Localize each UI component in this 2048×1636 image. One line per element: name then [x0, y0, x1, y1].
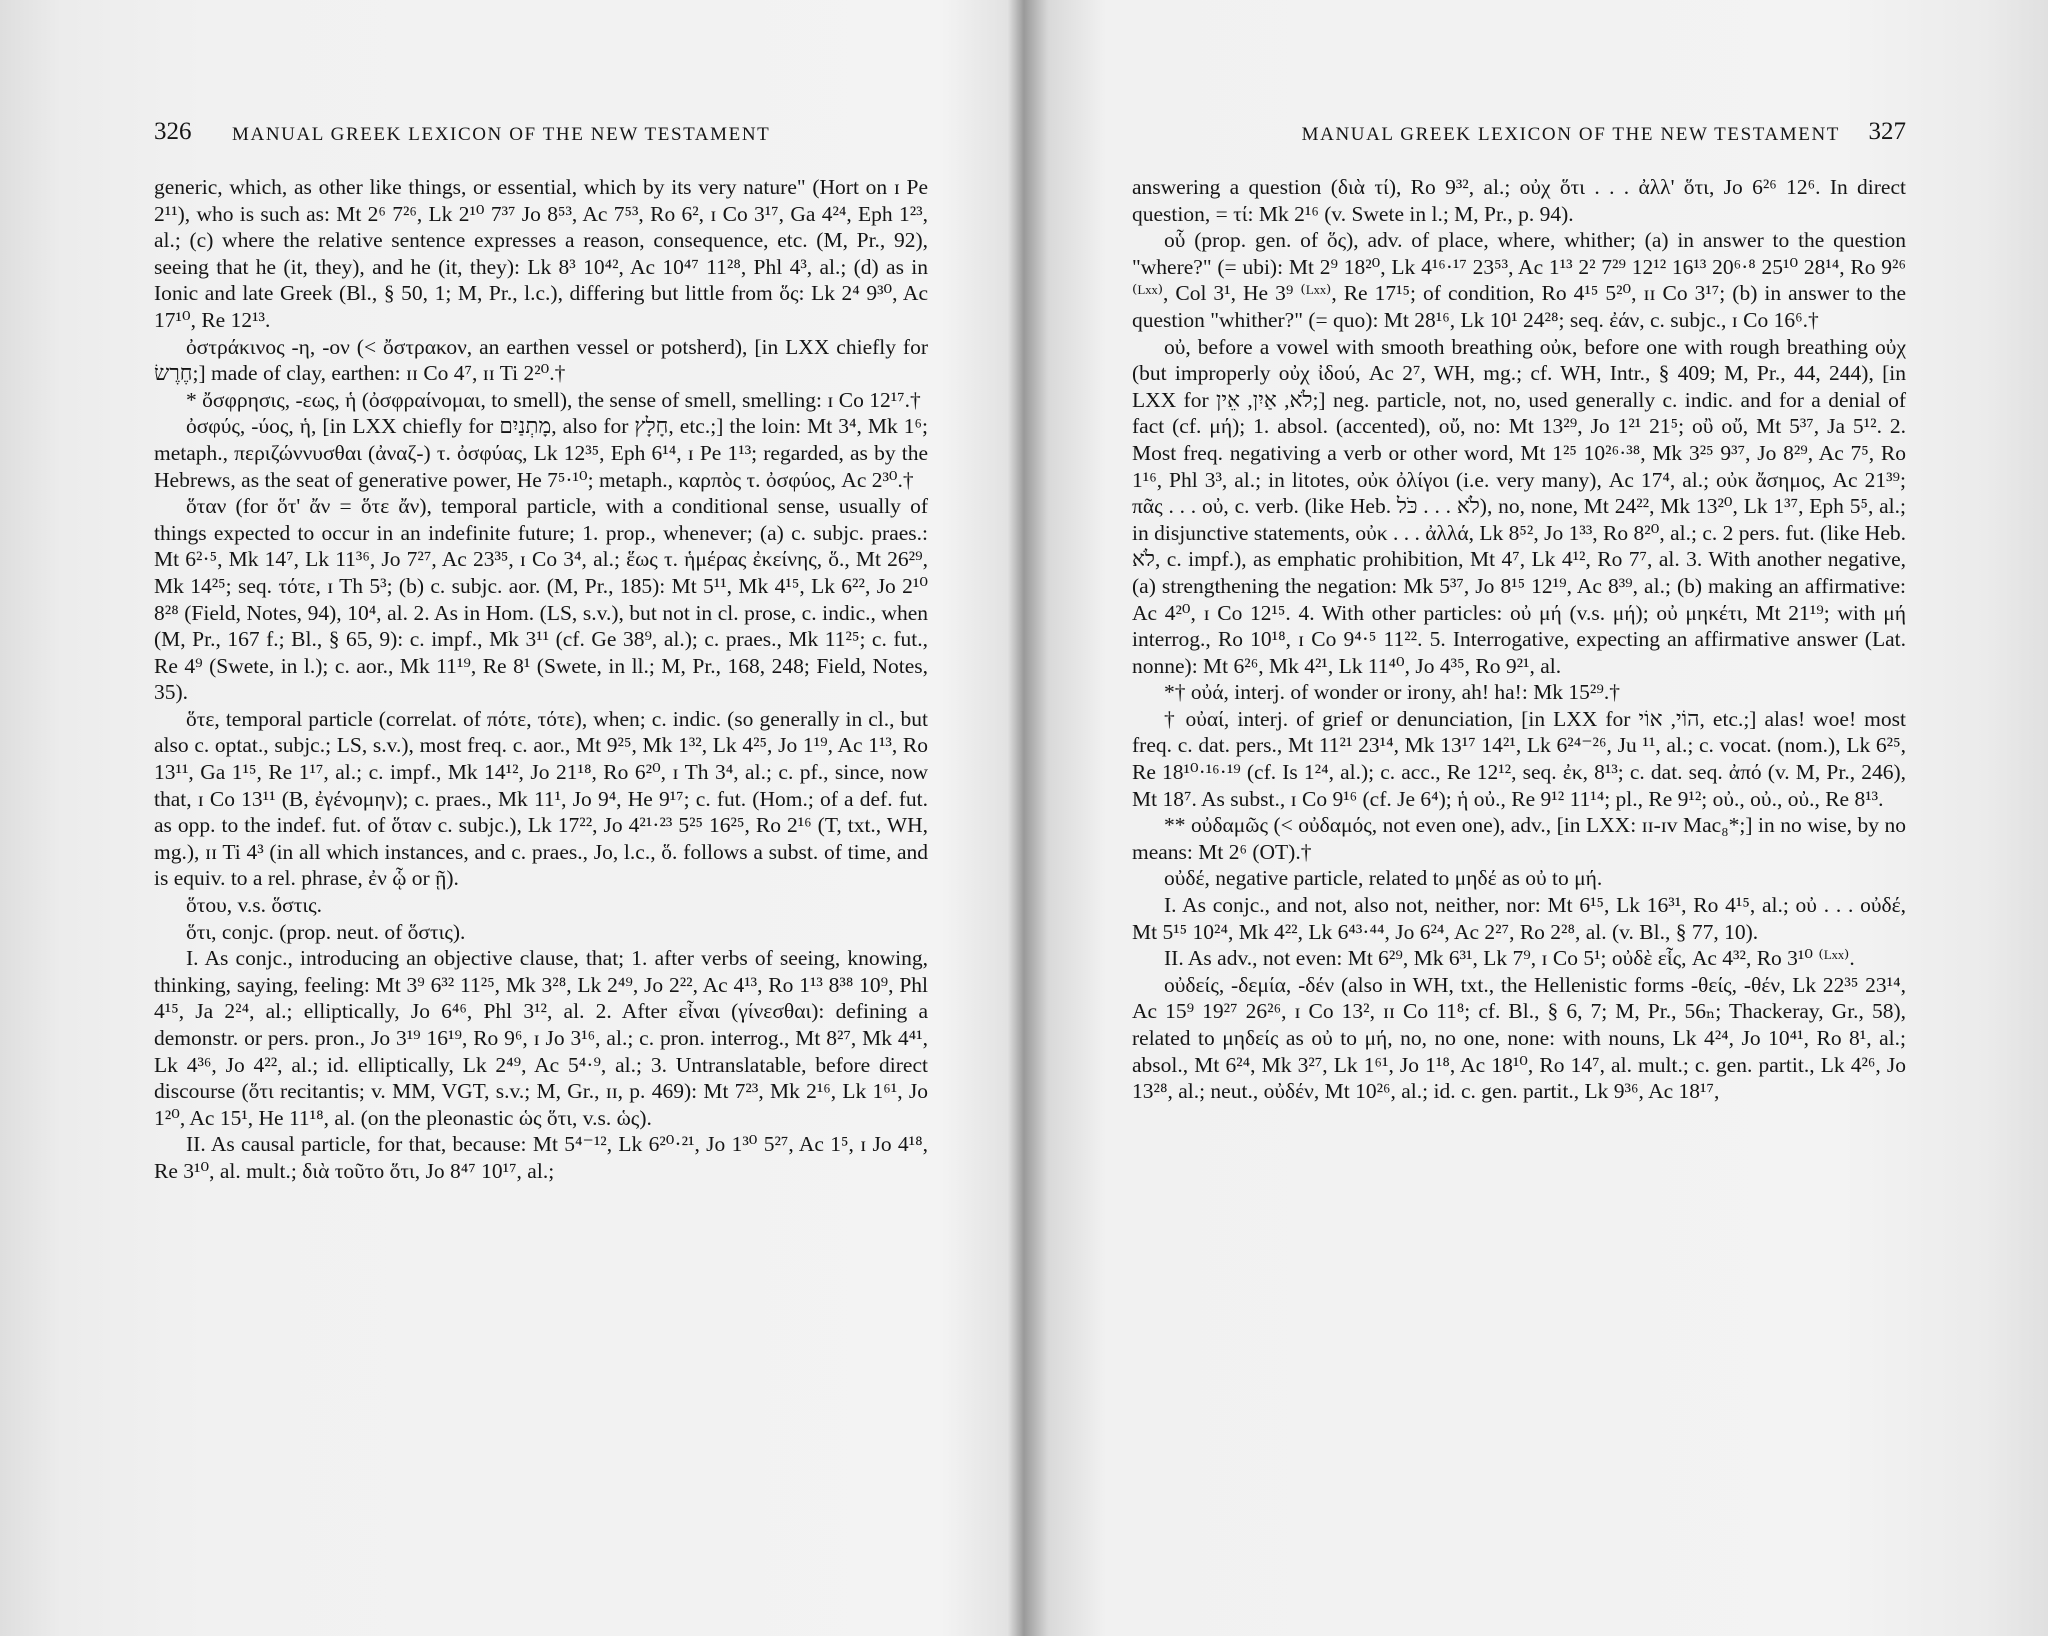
- lexicon-entry: ** οὐδαμῶς (< οὐδαμός, not even one), adv., [in LXX: ɪɪ-ɪᴠ Mac₈*;] in no wise, by no means: Mt 2⁶ (OT).†: [1132, 813, 1906, 864]
- lexicon-entry: ὀσφύς, -ύος, ἡ, [in LXX chiefly for מָתְנַיִם, also for חָלָץ, etc.;] the loin: Mt 3⁴, Mk 1⁶; metaph., περιζώννυσθαι (ἀναζ-) τ. ὀσφύας, Lk 12³⁵, Eph 6¹⁴, ɪ Pe 1¹³; regarded, as by the Hebrews, as the seat of generative power, He 7⁵·¹⁰; metaph., καρπὸς τ. ὀσφύος, Ac 2³⁰.†: [154, 414, 928, 492]
- lexicon-paragraph: generic, which, as other like things, or essential, which by its very nature" (Hort on ɪ Pe 2¹¹), who is such as: Mt 2⁶ 7²⁶, Lk 2¹⁰ 7³⁷ Jo 8⁵³, Ac 7⁵³, Ro 6², ɪ Co 3¹⁷, Ga 4²⁴, Eph 1²³, al.; (c) where the relative sentence expresses a reason, consequence, etc. (M, Pr., 92), seeing that he (it, they), and he (it, they): Lk 8³ 10⁴², Ac 10⁴⁷ 11²⁸, Phl 4³, al.; (d) as in Ionic and late Greek (Bl., § 50, 1; M, Pr., l.c.), differing but little from ὅς: Lk 2⁴ 9³⁰, Ac 17¹⁰, Re 12¹³.: [154, 175, 928, 332]
- running-head-title: MANUAL GREEK LEXICON OF THE NEW TESTAMENT: [1301, 124, 1840, 145]
- lexicon-entry: οὐδέ, negative particle, related to μηδέ as οὐ to μή.: [1164, 866, 1603, 891]
- lexicon-paragraph: answering a question (διὰ τί), Ro 9³², al.; οὐχ ὅτι . . . ἀλλ' ὅτι, Jo 6²⁶ 12⁶. In direct question, = τί: Mk 2¹⁶ (v. Swete in l.; M, Pr., p. 94).: [1132, 175, 1906, 226]
- lexicon-entry: I. As conjc., and not, also not, neither, nor: Mt 6¹⁵, Lk 16³¹, Ro 4¹⁵, al.; οὐ . . . οὐδέ, Mt 5¹⁵ 10²⁴, Mk 4²², Lk 6⁴³·⁴⁴, Jo 6²⁴, Ac 2²⁷, Ro 2²⁸, al. (v. Bl., § 77, 10).: [1132, 893, 1906, 944]
- lexicon-entry: οὐδείς, -δεμία, -δέν (also in WH, txt., the Hellenistic forms -θείς, -θέν, Lk 22³⁵ 23¹⁴, Ac 15⁹ 19²⁷ 26²⁶, ɪ Co 13², ɪɪ Co 11⁸; cf. Bl., § 6, 7; M, Pr., 56ₙ; Thackeray, Gr., 58), related to μηδείς as οὐ to μή, no, no one, none: with nouns, Lk 4²⁴, Jo 10⁴¹, Ro 8¹, al.; absol., Mt 6²⁴, Mk 3²⁷, Lk 1⁶¹, Jo 1¹⁸, Ac 18¹⁰, Ro 14⁷, al. mult.; c. gen. partit., Lk 4²⁶, Jo 13²⁸, al.; neut., οὐδέν, Mt 10²⁶, al.; id. c. gen. partit., Lk 9³⁶, Ac 18¹⁷,: [1132, 972, 1906, 1104]
- running-head: [150, 118, 928, 156]
- page-number: 327: [1868, 118, 1906, 145]
- left-page: [150, 0, 928, 1636]
- lexicon-text-column: [1132, 174, 1906, 1105]
- lexicon-entry: I. As conjc., introducing an objective clause, that; 1. after verbs of seeing, knowing, thinking, saying, feeling: Mt 3⁹ 6³² 11²⁵, Mk 3²⁸, Lk 2⁴⁹, Jo 2²², Ac 4¹³, Ro 1¹³ 8³⁸ 10⁹, Phl 4¹⁵, Ja 2²⁴, al.; elliptically, Jo 6⁴⁶, Phl 3¹², al. 2. After εἶναι (γίνεσθαι): defining a demonstr. or pers. pron., Jo 3¹⁹ 16¹⁹, Ro 9⁶, ɪ Jo 3¹⁶, al.; c. pron. interrog., Mt 8²⁷, Mk 4⁴¹, Lk 4³⁶, Jo 4²², al.; id. elliptically, Lk 2⁴⁹, Ac 5⁴·⁹, al.; 3. Untranslatable, before direct discourse (ὅτι recitantis; v. MM, VGT, s.v.; M, Gr., ɪɪ, p. 469): Mt 7²³, Mk 2¹⁶, Lk 1⁶¹, Jo 1²⁰, Ac 15¹, He 11¹⁸, al. (on the pleonastic ὡς ὅτι, v.s. ὡς).: [154, 946, 928, 1130]
- lexicon-entry: οὗ (prop. gen. of ὅς), adv. of place, where, whither; (a) in answer to the question "where?" (= ubi): Mt 2⁹ 18²⁰, Lk 4¹⁶·¹⁷ 23⁵³, Ac 1¹³ 2² 7²⁹ 12¹² 16¹³ 20⁶·⁸ 25¹⁰ 28¹⁴, Ro 9²⁶ ⁽ᴸˣˣ⁾, Col 3¹, He 3⁹ ⁽ᴸˣˣ⁾, Re 17¹⁵; of condition, Ro 4¹⁵ 5²⁰, ɪɪ Co 3¹⁷; (b) in answer to the question "whither?" (= quo): Mt 28¹⁶, Lk 10¹ 24²⁸; seq. ἐάν, c. subjc., ɪ Co 16⁶.†: [1132, 228, 1906, 332]
- running-head: [1128, 118, 1906, 156]
- lexicon-entry: ὅτε, temporal particle (correlat. of πότε, τότε), when; c. indic. (so generally in cl., but also c. optat., subjc.; LS, s.v.), most freq. c. aor., Mt 9²⁵, Mk 1³², Lk 4²⁵, Jo 1¹⁹, Ac 1¹³, Ro 13¹¹, Ga 1¹⁵, Re 1¹⁷, al.; c. impf., Mk 14¹², Jo 21¹⁸, Ro 6²⁰, ɪ Th 3⁴, al.; c. pf., since, now that, ɪ Co 13¹¹ (B, ἐγένομην); c. praes., Mk 11¹, Jo 9⁴, He 9¹⁷; c. fut. (Hom.; of a def. fut. as opp. to the indef. fut. of ὅταν c. subjc.), Lk 17²², Jo 4²¹·²³ 5²⁵ 16²⁵, Ro 2¹⁶ (T, txt., WH, mg.), ɪɪ Ti 4³ (in all which instances, and c. praes., Jo, l.c., ὅ. follows a subst. of time, and is equiv. to a rel. phrase, ἐν ᾧ or ῇ).: [154, 706, 928, 891]
- lexicon-text-column: [154, 174, 928, 1185]
- lexicon-entry: *† οὐά, interj. of wonder or irony, ah! ha!: Mk 15²⁹.†: [1164, 680, 1621, 705]
- lexicon-entry: * ὄσφρησις, -εως, ἡ (ὀσφραίνομαι, to smell), the sense of smell, smelling: ɪ Co 12¹⁷.†: [186, 387, 921, 412]
- lexicon-entry: οὐ, before a vowel with smooth breathing οὐκ, before one with rough breathing οὐχ (but improperly οὐχ ἰδού, Ac 2⁷, WH, mg.; cf. WH, Intr., § 409; M, Pr., 44, 244), [in LXX for לֹא, אַיִן, אֵין;] neg. particle, not, no, used generally c. indic. and for a denial of fact (cf. μή); 1. absol. (accented), οὔ, no: Mt 13²⁹, Jo 1²¹ 21⁵; οὒ οὔ, Mt 5³⁷, Ja 5¹². 2. Most freq. negativing a verb or other word, Mt 1²⁵ 10²⁶·³⁸, Mk 3²⁵ 9³⁷, Jo 8²⁹, Ac 7⁵, Ro 1¹⁶, Phl 3³, al.; in litotes, οὐκ ὀλίγοι (i.e. very many), Ac 17⁴, al.; οὐκ ἄσημος, Ac 21³⁹; πᾶς . . . οὐ, c. verb. (like Heb. לֹא . . . כֹּל), no, none, Mt 24²², Mk 13²⁰, Lk 1³⁷, Eph 5⁵, al.; in disjunctive statements, οὐκ . . . ἀλλά, Lk 8⁵², Jo 1³³, Ro 8²⁰, al.; c. 2 pers. fut. (like Heb. לֹא, c. impf.), as emphatic prohibition, Mt 4⁷, Lk 4¹², Ro 7⁷, al. 3. With another negative, (a) strengthening the negation: Mk 5³⁷, Jo 8¹⁵ 12¹⁹, Ac 8³⁹, al.; (b) making an affirmative: Ac 4²⁰, ɪ Co 12¹⁵. 4. With other particles: οὐ μή (v.s. μή); οὐ μηκέτι, Mt 21¹⁹; with μή interrog., Ro 10¹⁸, ɪ Co 9⁴·⁵ 11²². 5. Interrogative, expecting an affirmative answer (Lat. nonne): Mt 6²⁶, Mk 4²¹, Lk 11⁴⁰, Jo 4³⁵, Ro 9²¹, al.: [1132, 334, 1906, 678]
- running-head-title: MANUAL GREEK LEXICON OF THE NEW TESTAMENT: [232, 124, 771, 145]
- lexicon-entry: ὅτι, conjc. (prop. neut. of ὅστις).: [186, 919, 466, 944]
- lexicon-entry: ὅταν (for ὅτ' ἄν = ὅτε ἄν), temporal particle, with a conditional sense, usually of things expected to occur in an indefinite future; 1. prop., whenever; (a) c. subjc. praes.: Mt 6²·⁵, Mk 14⁷, Lk 11³⁶, Jo 7²⁷, Ac 23³⁵, ɪ Co 3⁴, al.; ἕως τ. ἡμέρας ἐκείνης, ὅ., Mt 26²⁹, Mk 14²⁵; seq. τότε, ɪ Th 5³; (b) c. subjc. aor. (M, Pr., 185): Mt 5¹¹, Mk 4¹⁵, Lk 6²², Jo 2¹⁰ 8²⁸ (Field, Notes, 94), 10⁴, al. 2. As in Hom. (LS, s.v.), but not in cl. prose, c. indic., when (M, Pr., 167 f.; Bl., § 65, 9): c. impf., Mk 3¹¹ (cf. Ge 38⁹, al.); c. praes., Mk 11²⁵; c. fut., Re 4⁹ (Swete, in l.); c. aor., Mk 11¹⁹, Re 8¹ (Swete, in ll.; M, Pr., 168, 248; Field, Notes, 35).: [154, 494, 928, 705]
- page-number: 326: [154, 118, 192, 145]
- lexicon-entry: ὅτου, v.s. ὅστις.: [186, 893, 323, 918]
- lexicon-entry: II. As causal particle, for that, because: Mt 5⁴⁻¹², Lk 6²⁰·²¹, Jo 1³⁰ 5²⁷, Ac 1⁵, ɪ Jo 4¹⁸, Re 3¹⁰, al. mult.; διὰ τοῦτο ὅτι, Jo 8⁴⁷ 10¹⁷, al.;: [154, 1132, 928, 1183]
- lexicon-entry: † οὐαί, interj. of grief or denunciation, [in LXX for הוֹי, אוֹי, etc.;] alas! woe! most freq. c. dat. pers., Mt 11²¹ 23¹⁴, Mk 13¹⁷ 14²¹, Lk 6²⁴⁻²⁶, Ju ¹¹, al.; c. vocat. (nom.), Lk 6²⁵, Re 18¹⁰·¹⁶·¹⁹ (cf. Is 1²⁴, al.); c. acc., Re 12¹², seq. ἐκ, 8¹³; c. dat. seq. ἀπό (v. M, Pr., 246), Mt 18⁷. As subst., ɪ Co 9¹⁶ (cf. Je 6⁴); ἡ οὐ., Re 9¹² 11¹⁴; pl., Re 9¹²; οὐ., οὐ., οὐ., Re 8¹³.: [1132, 706, 1906, 811]
- lexicon-entry: II. As adv., not even: Mt 6²⁹, Mk 6³¹, Lk 7⁹, ɪ Co 5¹; οὐδὲ εἷς, Ac 4³², Ro 3¹⁰ ⁽ᴸˣˣ⁾.: [1164, 946, 1855, 971]
- right-page: [1128, 0, 1906, 1636]
- lexicon-entry: ὀστράκινος -η, -ον (< ὄστρακον, an earthen vessel or potsherd), [in LXX chiefly for חֶרֶשׂ;] made of clay, earthen: ɪɪ Co 4⁷, ɪɪ Ti 2²⁰.†: [154, 334, 928, 386]
